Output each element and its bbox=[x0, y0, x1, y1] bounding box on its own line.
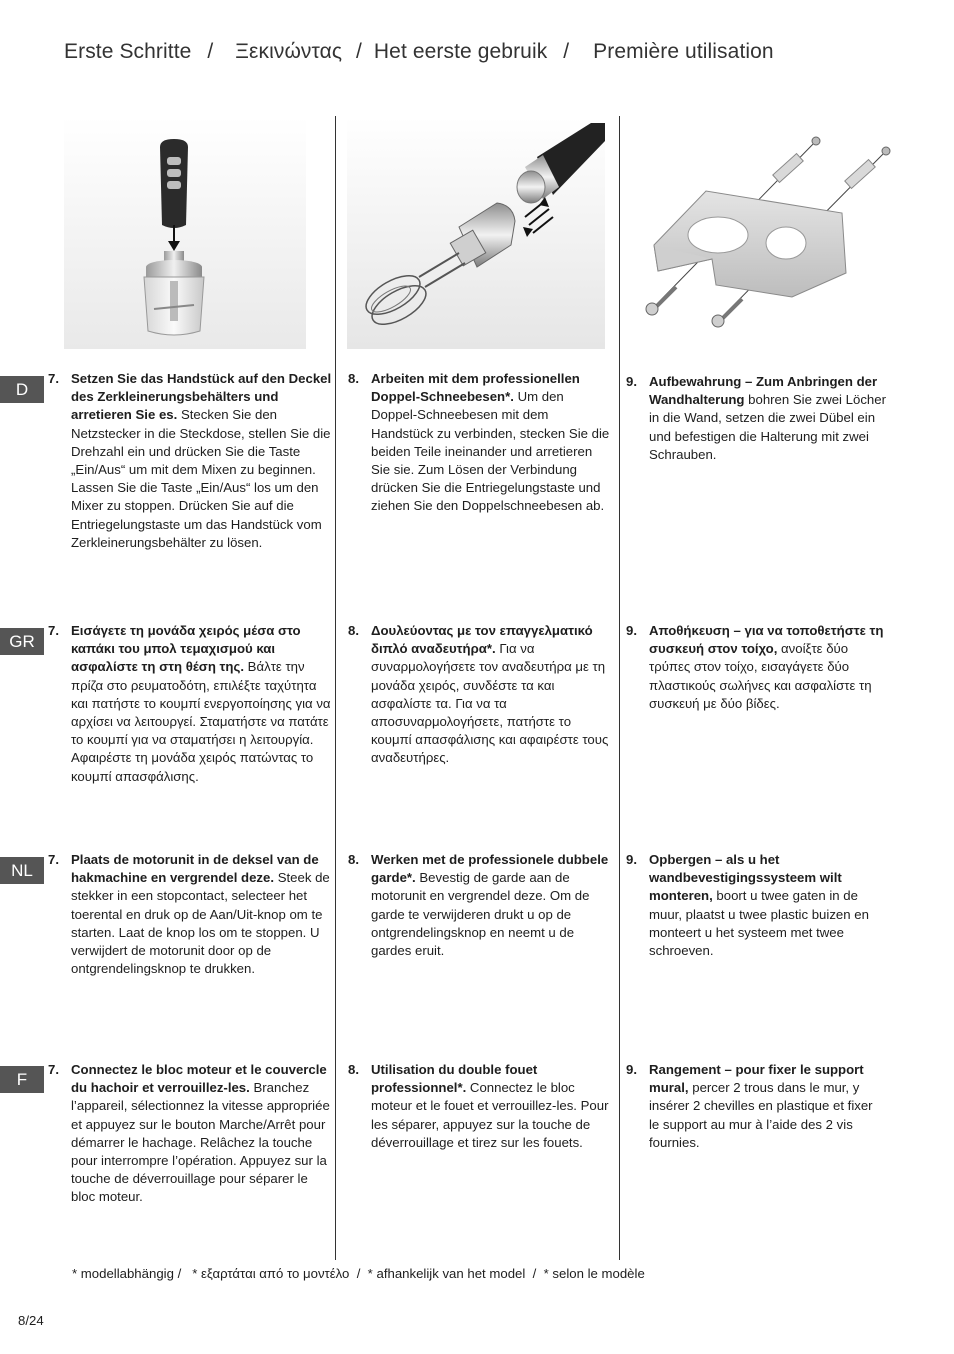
title-nl: Het eerste gebruik bbox=[373, 40, 548, 63]
step-8-de bbox=[348, 370, 610, 516]
step-text: Stecken Sie den Netzstecker in die Steckdose, stellen Sie die Drehzahl ein und drücken Sie die Taste „Ein/Aus“ um mit dem Mixen zu beginnen. Lassen Sie die Taste „Ein/Aus“ los um den Mixer zu stoppen. Drücken Sie auf die Entriegelungstaste um das Handstück vom Zerkleinerungsbehälter zu lösen. bbox=[71, 407, 331, 550]
title-gr: Ξεκινώντας bbox=[235, 40, 343, 63]
step-number: 9. bbox=[626, 623, 637, 638]
step-heading: Plaats de motorunit in de deksel van de hakmachine en vergrendel deze. bbox=[71, 852, 319, 886]
step-number: 8. bbox=[348, 371, 359, 386]
step-text: Connectez le bloc moteur et le fouet et verrouillez-les. Pour les séparer, appuyez sur la touche de déverrouillage et tirez sur les fouets. bbox=[371, 1080, 609, 1150]
step-heading: Aufbewahrung – Zum Anbringen der Wandhalterung bbox=[649, 374, 878, 408]
step-number: 9. bbox=[626, 1062, 637, 1077]
step-text: boort u twee gaten in de muur, plaatst u twee plastic buizen en monteert u het systeem met twee schroeven. bbox=[649, 888, 869, 959]
wall-bracket-illustration bbox=[632, 117, 892, 349]
language-tab-fr: F bbox=[0, 1066, 44, 1093]
step-text: Για να συναρμολογήσετε τον αναδευτήρα με τη μονάδα χειρός, συνδέστε τα και ασφαλίστε τα. Για να τα αποσυναρμολογήσετε, πατήστε το κουμπί απασφάλισης και αφαιρέστε τους αναδευτήρες. bbox=[371, 641, 609, 766]
step-number: 7. bbox=[48, 623, 59, 638]
step-text: Steek de stekker in een stopcontact, selecteer het toerental en druk op de Aan/Uit-knop om te starten. Laat de knop los om te stoppen. U verwijdert de motorunit door op de ontgrendelingsknop te drukken. bbox=[71, 870, 330, 977]
step-8-nl bbox=[348, 851, 610, 960]
whisk-attachment-illustration bbox=[347, 117, 605, 349]
language-tab-gr: GR bbox=[0, 628, 44, 655]
title-separator: / bbox=[563, 40, 570, 63]
step-8-gr bbox=[348, 622, 610, 768]
column-divider bbox=[619, 116, 620, 1260]
step-9-gr bbox=[626, 622, 886, 713]
page-title bbox=[64, 40, 774, 64]
step-text: Branchez l’appareil, sélectionnez la vitesse appropriée et appuyez sur le bouton Marche/Arrêt pour démarrer le hachage. Relâchez la touche pour interrompre l’opération. Appuyez sur la touche de déverrouillage pour séparer le bloc moteur. bbox=[71, 1080, 330, 1205]
footnote: * modellabhängig / * εξαρτάται από το μοντέλο / * afhankelijk van het model / * selon le modèle bbox=[72, 1266, 645, 1281]
step-text: Um den Doppel-Schneebesen mit dem Handstück zu verbinden, stecken Sie die beiden Teile ineinander und arretieren Sie sie. Zum Lösen der Verbindung drücken Sie die Entriegelungstaste und ziehen Sie den Doppelschneebesen ab. bbox=[371, 389, 610, 514]
step-heading: Opbergen – als u het wandbevestigingssysteem wilt monteren, bbox=[649, 852, 842, 904]
step-heading: Αποθήκευση – για να τοποθετήστε τη συσκευή στον τοίχο, bbox=[649, 623, 884, 657]
step-number: 8. bbox=[348, 1062, 359, 1077]
title-fr: Première utilisation bbox=[593, 40, 774, 63]
column-divider bbox=[335, 116, 336, 1260]
step-text: bohren Sie zwei Löcher in die Wand, setzen die zwei Dübel ein und befestigen die Halterung mit zwei Schrauben. bbox=[649, 392, 886, 462]
step-7-nl bbox=[48, 851, 334, 978]
page-number: 8/24 bbox=[18, 1313, 44, 1328]
step-9-de bbox=[626, 373, 886, 464]
step-heading: Εισάγετε τη μονάδα χειρός μέσα στο καπάκι του μπολ τεμαχισμού και ασφαλίστε τη στη θέση της. bbox=[71, 623, 301, 675]
step-text: ανοίξτε δύο τρύπες στον τοίχο, εισαγάγετε δύο πλαστικούς σωλήνες και ασφαλίστε τη συσκευή με δύο βίδες. bbox=[649, 641, 872, 711]
step-number: 7. bbox=[48, 852, 59, 867]
step-7-fr bbox=[48, 1061, 334, 1207]
step-8-fr bbox=[348, 1061, 610, 1152]
language-tab-nl: NL bbox=[0, 857, 44, 884]
step-heading: Connectez le bloc moteur et le couvercle du hachoir et verrouillez-les. bbox=[71, 1062, 327, 1096]
title-separator: / bbox=[207, 40, 214, 63]
step-heading: Δουλεύοντας με τον επαγγελματικό διπλό αναδευτήρα*. bbox=[371, 623, 593, 657]
step-text: Bevestig de garde aan de motorunit en vergrendel deze. Om de garde te verwijderen drukt u op de ontgrendelingsknop en neemt u de gardes eruit. bbox=[371, 870, 590, 959]
step-text: percer 2 trous dans le mur, y insérer 2 chevilles en plastique et fixer le support au mur à l’aide des 2 vis fournies. bbox=[649, 1080, 873, 1150]
title-separator: / bbox=[356, 40, 362, 63]
step-9-fr bbox=[626, 1061, 886, 1152]
step-7-gr bbox=[48, 622, 334, 786]
step-heading: Rangement – pour fixer le support mural, bbox=[649, 1062, 864, 1096]
language-tab-de: D bbox=[0, 376, 44, 403]
step-number: 7. bbox=[48, 371, 59, 386]
blender-chopper-illustration bbox=[64, 117, 306, 349]
step-heading: Werken met de professionele dubbele garde*. bbox=[371, 852, 609, 886]
step-heading: Arbeiten mit dem professionellen Doppel-Schneebesen*. bbox=[371, 371, 580, 405]
step-text: Βάλτε την πρίζα στο ρευματοδότη, επιλέξτε ταχύτητα και πατήστε το κουμπί ενεργοποίησης για να αρχίσει να λειτουργεί. Σταματήστε να πατάτε το κουμπί για να σταματήσει η λειτουργία. Αφαιρέστε τη μονάδα χειρός πατώντας το κουμπί απασφάλισης. bbox=[71, 659, 331, 784]
step-number: 9. bbox=[626, 852, 637, 867]
step-number: 8. bbox=[348, 852, 359, 867]
step-heading: Setzen Sie das Handstück auf den Deckel des Zerkleinerungsbehälters und arretieren Sie es. bbox=[71, 371, 332, 423]
title-de: Erste Schritte bbox=[64, 40, 192, 63]
step-number: 8. bbox=[348, 623, 359, 638]
step-number: 7. bbox=[48, 1062, 59, 1077]
step-9-nl bbox=[626, 851, 886, 960]
step-7-de bbox=[48, 370, 334, 552]
step-number: 9. bbox=[626, 374, 637, 389]
step-heading: Utilisation du double fouet professionnel*. bbox=[371, 1062, 538, 1096]
